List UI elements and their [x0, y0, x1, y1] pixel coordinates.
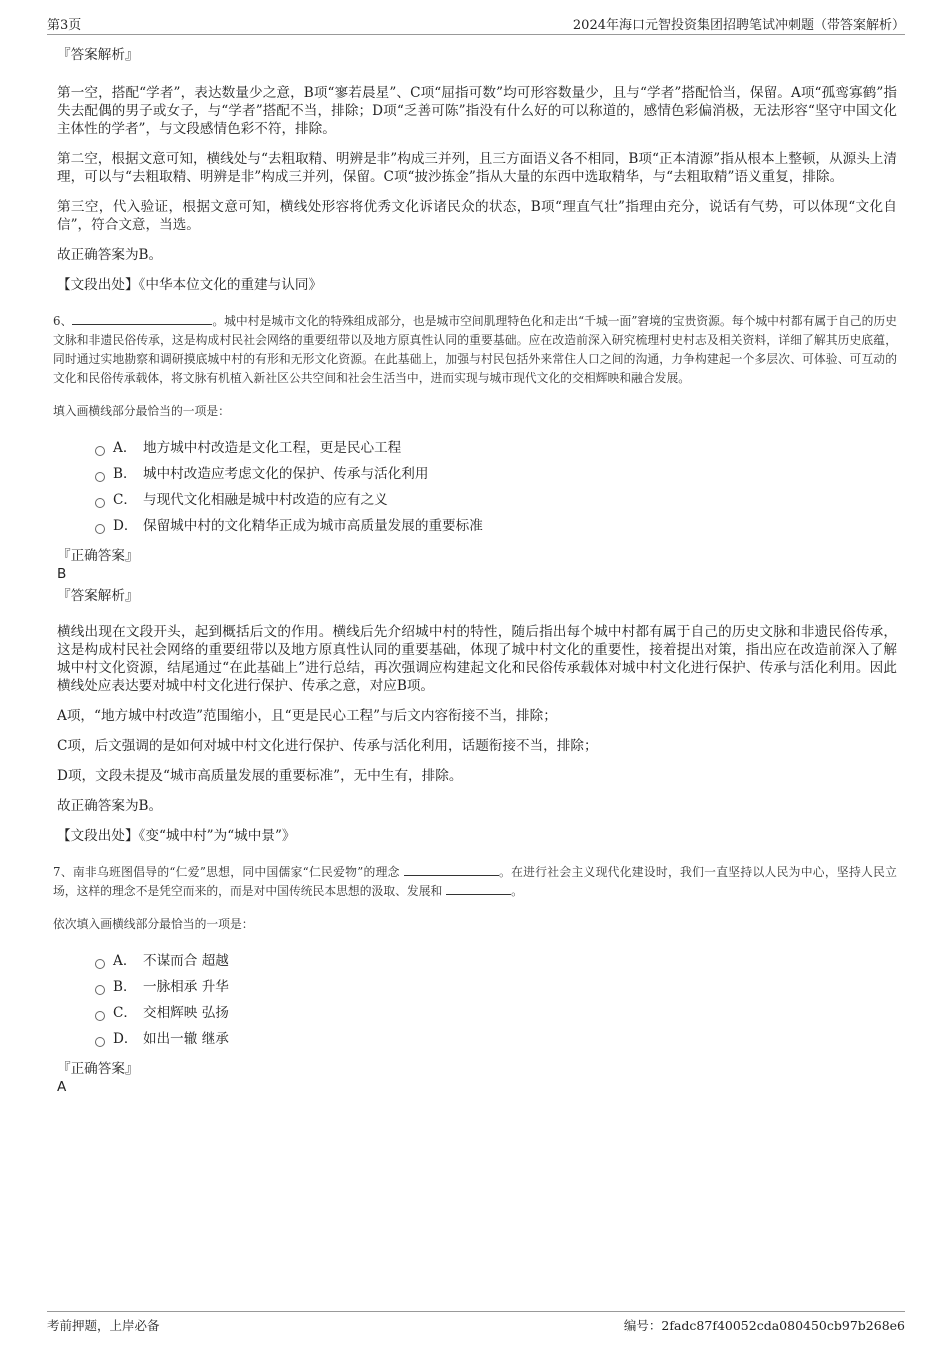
option-text: 地方城中村改造是文化工程，更是民心工程 — [143, 440, 402, 456]
option-letter: D． — [113, 518, 138, 534]
radio-icon[interactable] — [95, 985, 105, 995]
q6-source: 【文段出处】《变“城中村”为“城中景”》 — [57, 828, 296, 844]
q7-answer-label: 『正确答案』 — [57, 1061, 139, 1077]
q5-conclusion: 故正确答案为B。 — [57, 247, 163, 263]
page-number: 第3页 — [47, 18, 82, 33]
radio-icon[interactable] — [95, 1037, 105, 1047]
q6-blank — [72, 312, 212, 325]
q7-text-b: 。在进行社会主义现代化建设时，我们一直坚持以人民为中心，坚持人民立场，这样的理念不是凭空而来的，而是对中国传统民本思想的汲取、发展和 — [53, 865, 897, 898]
q6-analysis-paragraph: 横线出现在文段开头，起到概括后文的作用。横线后先介绍城中村的特性，随后指出每个城中村都有属于自己的历史文脉和非遗民俗传承，这是构成村民社会网络的重要纽带以及地方原真性认同的重要基础，体现了城中村文化的重要性，接着提出对策，指出应在改造前深入了解城中村文化资源，结尾通过“在此基础上”进行总结，再次强调应构建起文化和民俗传承载体对城中村文化进行保护、传承与活化利用。因此横线处应表达要对城中村文化进行保护、传承之意，对应B项。 — [57, 624, 897, 694]
option-text: 不谋而合 超越 — [143, 953, 229, 969]
q7-blank-1 — [404, 863, 499, 876]
footer-slogan: 考前押题，上岸必备 — [47, 1318, 160, 1333]
q5-analysis-paragraph: 第一空，搭配“学者”，表达数量少之意，B项“寥若晨星”、C项“屈指可数”均可形容数量少，且与“学者”搭配恰当，保留。A项“孤鸾寡鹤”指失去配偶的男子或女子，与“学者”搭配不当，排除；D项“乏善可陈”指没有什么好的可以称道的，感情色彩偏消极，无法形容“坚守中国文化主体性的学者”，与文段感情色彩不符，排除。 — [57, 85, 897, 137]
option-letter: C． — [113, 492, 137, 508]
q7-stem — [53, 863, 897, 901]
q7-prompt: 依次填入画横线部分最恰当的一项是： — [53, 917, 254, 931]
q6-analysis-label: 『答案解析』 — [57, 588, 139, 604]
radio-icon[interactable] — [95, 498, 105, 508]
q6-option-a[interactable] — [95, 435, 897, 461]
q7-option-a[interactable] — [95, 948, 897, 974]
q6-analysis-paragraph: D项，文段未提及“城市高质量发展的重要标准”，无中生有，排除。 — [57, 768, 463, 784]
q7-option-c[interactable] — [95, 1000, 897, 1026]
q7-blank-2 — [446, 882, 511, 895]
q5-analysis-paragraph: 第二空，根据文意可知，横线处与“去粗取精、明辨是非”构成三并列，且三方面语义各不相同，B项“正本清源”指从根本上整顿，从源头上清理，可以与“去粗取精、明辨是非”构成三并列，保留。C项“披沙拣金”指从大量的东西中选取精华，与“去粗取精”语义重复，排除。 — [57, 151, 897, 185]
radio-icon[interactable] — [95, 524, 105, 534]
q6-answer-label: 『正确答案』 — [57, 548, 139, 564]
q6-conclusion: 故正确答案为B。 — [57, 798, 163, 814]
q6-analysis-paragraph: C项，后文强调的是如何对城中村文化进行保护、传承与活化利用，话题衔接不当，排除； — [57, 738, 598, 754]
radio-icon[interactable] — [95, 959, 105, 969]
q7-option-d[interactable] — [95, 1026, 897, 1052]
q5-analysis-paragraph: 第三空，代入验证，根据文意可知，横线处形容将优秀文化诉诸民众的状态，B项“理直气壮”指理由充分，说话有气势，可以体现“文化自信”，符合文意，当选。 — [57, 199, 897, 233]
q6-options — [95, 435, 897, 539]
option-text: 与现代文化相融是城中村改造的应有之义 — [143, 492, 388, 508]
q5-source: 【文段出处】《中华本位文化的重建与认同》 — [57, 277, 323, 293]
option-text: 如出一辙 继承 — [143, 1031, 229, 1047]
option-letter: B． — [113, 466, 137, 482]
option-text: 交相辉映 弘扬 — [143, 1005, 229, 1021]
option-text: 保留城中村的文化精华正成为城市高质量发展的重要标准 — [143, 518, 483, 534]
option-letter: C． — [113, 1005, 137, 1021]
q6-option-c[interactable] — [95, 487, 897, 513]
q6-analysis-paragraph: A项，“地方城中村改造”范围缩小，且“更是民心工程”与后文内容衔接不当，排除； — [57, 708, 557, 724]
option-text: 城中村改造应考虑文化的保护、传承与活化利用 — [143, 466, 429, 482]
q7-text-c: 。 — [511, 884, 523, 898]
q6-option-b[interactable] — [95, 461, 897, 487]
page-footer — [47, 1311, 905, 1334]
page-header — [47, 14, 905, 35]
q7-number: 7、 — [53, 865, 73, 879]
q7-option-b[interactable] — [95, 974, 897, 1000]
q6-option-d[interactable] — [95, 513, 897, 539]
q7-text-a: 南非乌班图倡导的“仁爱”思想，同中国儒家“仁民爱物”的理念 — [72, 865, 400, 879]
q6-stem — [53, 312, 897, 388]
radio-icon[interactable] — [95, 472, 105, 482]
option-letter: B． — [113, 979, 137, 995]
q5-analysis-label: 『答案解析』 — [57, 47, 139, 63]
q7-answer: A — [57, 1079, 67, 1095]
option-letter: A． — [113, 440, 137, 456]
q6-text: 。城中村是城市文化的特殊组成部分，也是城市空间肌理特色化和走出“千城一面”窘境的宝贵资源。每个城中村都有属于自己的历史文脉和非遗民俗传承，这是构成村民社会网络的重要纽带以及地方原真性认同的重要基础。应在改造前深入研究梳理村史村志及相关资料，详细了解其历史底蕴，同时通过实地勘察和调研摸底城中村的有形和无形文化资源。在此基础上，加强与村民包括外来常住人口之间的沟通，力争构建起一个多层次、可体验、可互动的文化和民俗传承载体，将文脉有机植入新社区公共空间和社会生活当中，进而实现与城市现代文化的交相辉映和融合发展。 — [53, 314, 897, 385]
q7-options — [95, 948, 897, 1052]
option-letter: D． — [113, 1031, 138, 1047]
option-text: 一脉相承 升华 — [143, 979, 229, 995]
q6-answer: B — [57, 566, 67, 582]
radio-icon[interactable] — [95, 1011, 105, 1021]
q6-number: 6、 — [53, 314, 73, 328]
radio-icon[interactable] — [95, 446, 105, 456]
document-title: 2024年海口元智投资集团招聘笔试冲刺题（带答案解析） — [572, 18, 905, 33]
option-letter: A． — [113, 953, 137, 969]
q6-prompt: 填入画横线部分最恰当的一项是： — [53, 404, 230, 418]
document-code: 编号：2fadc87f40052cda080450cb97b268e6 — [623, 1318, 905, 1333]
page-content — [53, 46, 897, 1100]
